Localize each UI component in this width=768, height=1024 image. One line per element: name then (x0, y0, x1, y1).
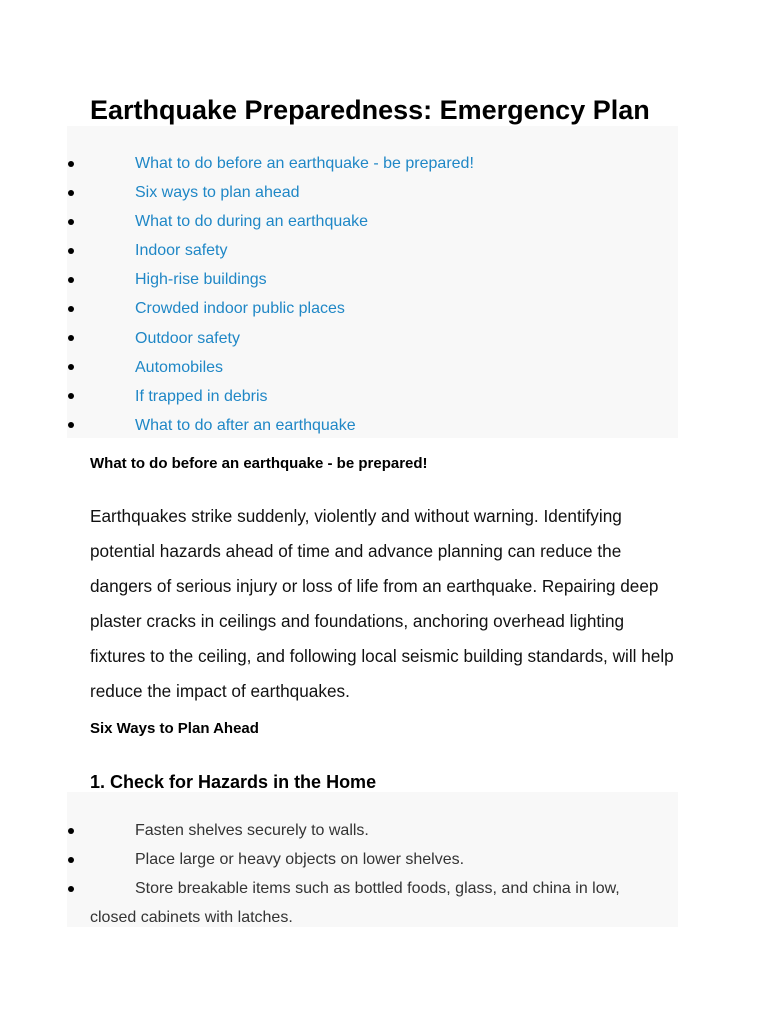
hazard-item-text: Place large or heavy objects on lower shelves. (135, 851, 465, 868)
toc-link-trapped-in-debris[interactable]: If trapped in debris (135, 387, 268, 405)
intro-paragraph: Earthquakes strike suddenly, violently and without warning. Identifying potential hazards ahead of time and advance planning can reduce the dangers of serious injury or loss of life from an earthquake. Repairing deep plaster cracks in ceilings and foundations, anchoring overhead lighting fixtures to the ceiling, and following local seismic building standards, will help reduce the impact of earthquakes. (90, 506, 674, 701)
bullet-icon (68, 886, 74, 892)
six-ways-heading: Six Ways to Plan Ahead (90, 720, 259, 737)
toc-link-indoor-safety[interactable]: Indoor safety (135, 242, 228, 260)
toc-link-six-ways[interactable]: Six ways to plan ahead (135, 184, 300, 202)
toc-item (0, 382, 700, 411)
bullet-icon (68, 422, 74, 428)
hazard-item-text: Store breakable items such as bottled foods, glass, and china in low, closed cabinets with latches. (90, 880, 620, 926)
toc-item (0, 236, 700, 265)
list-item (0, 816, 700, 845)
toc-link-before-earthquake[interactable]: What to do before an earthquake - be prepared! (135, 155, 474, 172)
toc-item (0, 294, 700, 323)
bullet-icon (68, 857, 74, 863)
bullet-icon (68, 306, 74, 312)
toc-link-during-earthquake[interactable]: What to do during an earthquake (135, 213, 369, 231)
toc-item (0, 411, 700, 440)
page-title: Earthquake Preparedness: Emergency Plan (90, 95, 650, 125)
bullet-icon (68, 335, 74, 341)
bullet-icon (68, 828, 74, 834)
section-1-heading: 1. Check for Hazards in the Home (90, 772, 377, 792)
bullet-icon (68, 190, 74, 196)
toc-link-automobiles[interactable]: Automobiles (135, 358, 224, 376)
toc-item (0, 324, 700, 353)
toc-item (0, 149, 700, 178)
table-of-contents (0, 149, 700, 440)
bullet-icon (68, 277, 74, 283)
bullet-icon (68, 248, 74, 254)
bullet-icon (68, 364, 74, 370)
list-item (0, 874, 700, 932)
bullet-icon (68, 393, 74, 399)
toc-item (0, 265, 700, 294)
toc-link-high-rise[interactable]: High-rise buildings (135, 271, 267, 289)
toc-link-crowded-places[interactable]: Crowded indoor public places (135, 300, 345, 318)
list-item (0, 845, 700, 874)
hazard-item-text: Fasten shelves securely to walls. (135, 822, 369, 839)
bullet-icon (68, 161, 74, 167)
toc-link-outdoor-safety[interactable]: Outdoor safety (135, 329, 240, 347)
toc-item (0, 353, 700, 382)
hazard-list (0, 816, 700, 932)
before-earthquake-heading: What to do before an earthquake - be prepared! (90, 455, 428, 472)
toc-link-after-earthquake[interactable]: What to do after an earthquake (135, 416, 356, 434)
bullet-icon (68, 219, 74, 225)
toc-item (0, 178, 700, 207)
toc-item (0, 207, 700, 236)
